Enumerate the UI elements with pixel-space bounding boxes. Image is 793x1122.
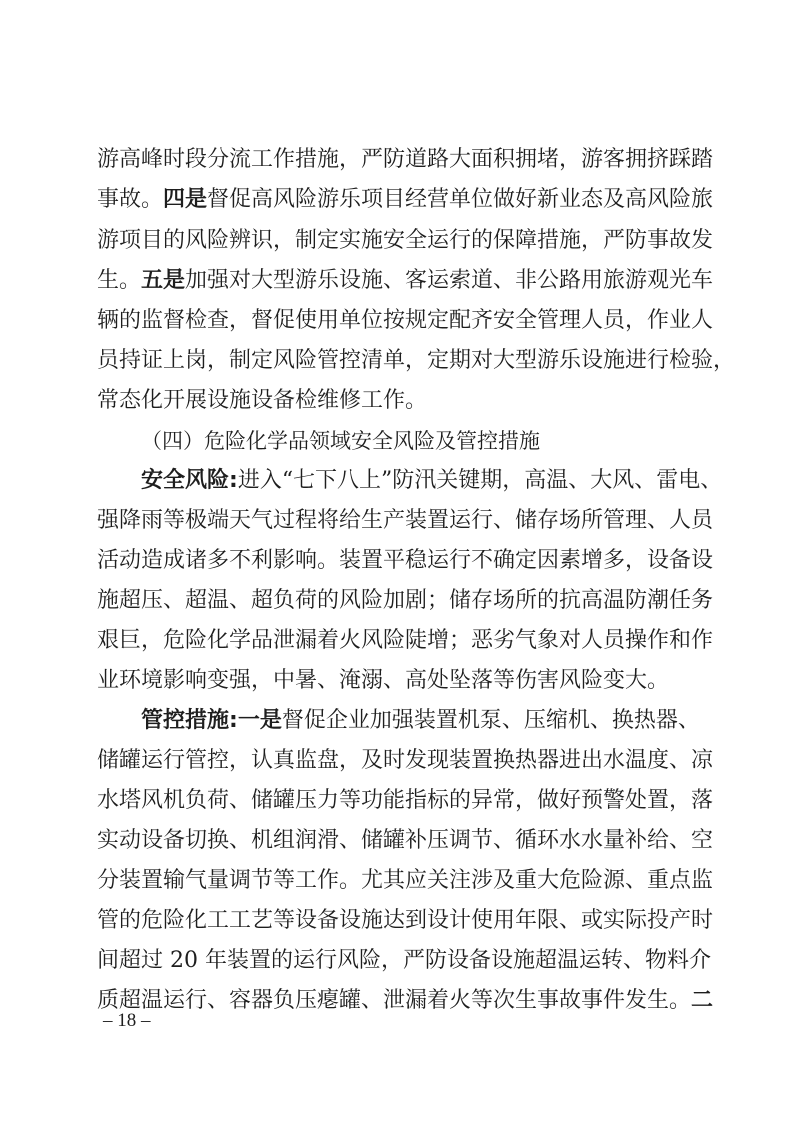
text-line: 安全风险:进入“七下八上”防汛关键期，高温、大风、雷电、 [141,468,723,493]
text-line: 间超过 20 年装置的运行风险，严防设备设施超温运转、物料介 [97,948,711,973]
bold-keyword: 二 [691,988,714,1013]
bold-keyword: 四是 [163,187,208,212]
text-line: 分装置输气量调节等工作。尤其应关注涉及重大危险源、重点监 [97,868,714,893]
bold-keyword: 五是 [141,268,186,293]
page-number: – 18 – [103,1010,151,1031]
text-line: 业环境影响变强，中暑、淹溺、高处坠落等伤害风险变大。 [97,668,670,693]
paragraph-label: 安全风险: [141,468,238,493]
text-line: 生。五是加强对大型游乐设施、客运索道、非公路用旅游观光车 [97,268,714,293]
text-line: 强降雨等极端天气过程将给生产装置运行、储存场所管理、人员 [97,508,714,533]
text-line: 艰巨，危险化学品泄漏着火风险陡增；恶劣气象对人员操作和作 [97,628,714,653]
text-line: 事故。四是督促高风险游乐项目经营单位做好新业态及高风险旅 [97,187,714,212]
text-line: 活动造成诸多不利影响。装置平稳运行不确定因素增多，设备设 [97,548,714,573]
text-line: 质超温运行、容器负压瘪罐、泄漏着火等次生事故事件发生。二 [97,988,714,1013]
text-line: 管控措施:一是督促企业加强装置机泵、压缩机、换热器、 [141,708,700,733]
text-line: 员持证上岗，制定风险管控清单，定期对大型游乐设施进行检验， [97,348,736,373]
text-line: 管的危险化工工艺等设备设施达到设计使用年限、或实际投产时 [97,908,714,933]
text-line: 水塔风机负荷、储罐压力等功能指标的异常，做好预警处置，落 [97,788,714,813]
text-line: 储罐运行管控，认真监盘，及时发现装置换热器进出水温度、凉 [97,748,714,773]
text-line: 游项目的风险辨识，制定实施安全运行的保障措施，严防事故发 [97,228,714,253]
text-line: 实动设备切换、机组润滑、储罐补压调节、循环水水量补给、空 [97,828,714,853]
section-heading: （四）危险化学品领域安全风险及管控措施 [141,429,540,453]
text-line: 游高峰时段分流工作措施，严防道路大面积拥堵，游客拥挤踩踏 [97,147,714,172]
text-line: 辆的监督检查，督促使用单位按规定配齐安全管理人员，作业人 [97,308,714,333]
text-line: 施超压、超温、超负荷的风险加剧；储存场所的抗高温防潮任务 [97,588,714,613]
text-line: 常态化开展设施设备检维修工作。 [97,388,428,413]
bold-keyword: 一是 [237,708,282,733]
paragraph-label: 管控措施: [141,708,238,733]
